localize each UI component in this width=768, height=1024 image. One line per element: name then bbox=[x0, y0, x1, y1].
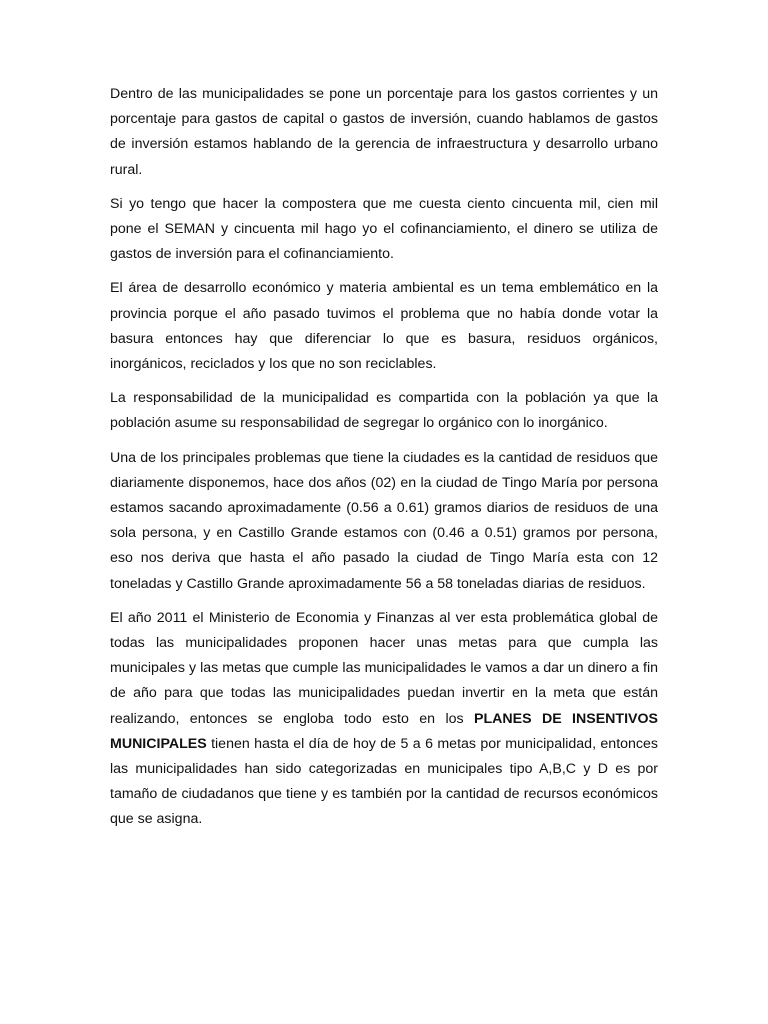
paragraph-6-text-after: tienen hasta el día de hoy de 5 a 6 metas por municipalidad, entonces las municipalidades han sido categorizadas en municipales tipo A,B,C y D es por tamaño de ciudadanos que tiene y es también por la cantidad de recursos económicos que se asigna. bbox=[110, 735, 658, 828]
paragraph-5: Una de los principales problemas que tiene la ciudades es la cantidad de residuos que diariamente disponemos, hace dos años (02) en la ciudad de Tingo María por persona estamos sacando aproximadamente (0.56 a 0.61) gramos diarios de residuos de una sola persona, y en Castillo Grande estamos con (0.46 a 0.51) gramos por persona, eso nos deriva que hasta el año pasado la ciudad de Tingo María esta con 12 toneladas y Castillo Grande aproximadamente 56 a 58 toneladas diarias de residuos. bbox=[110, 449, 658, 592]
paragraph-2: Si yo tengo que hacer la compostera que me cuesta ciento cincuenta mil, cien mil pone el SEMAN y cincuenta mil hago yo el cofinanciamiento, el dinero se utiliza de gastos de inversión para el cofinanciamiento. bbox=[110, 195, 658, 263]
paragraph-4: La responsabilidad de la municipalidad es compartida con la población ya que la población asume su responsabilidad de segregar lo orgánico con lo inorgánico. bbox=[110, 390, 658, 432]
paragraph-1: Dentro de las municipalidades se pone un porcentaje para los gastos corrientes y un porcentaje para gastos de capital o gastos de inversión, cuando hablamos de gastos de inversión estamos hablando de la gerencia de infraestructura y desarrollo urbano rural. bbox=[110, 86, 658, 178]
paragraph-3: El área de desarrollo económico y materia ambiental es un tema emblemático en la provincia porque el año pasado tuvimos el problema que no había donde votar la basura entonces hay que diferenciar lo que es basura, residuos orgánicos, inorgánicos, reciclados y los que no son reciclables. bbox=[110, 280, 658, 373]
document-page bbox=[110, 82, 658, 842]
paragraph-6-text-before: El año 2011 el Ministerio de Economia y Finanzas al ver esta problemática global de todas las municipalidades proponen hacer unas metas para que cumpla las municipales y las metas que cumple las municipalidades le vamos a dar un dinero a fin de año para que todas las municipalidades puedan invertir en la meta que están realizando, entonces se engloba todo esto en los bbox=[110, 609, 658, 727]
paragraph-6 bbox=[110, 606, 658, 833]
paragraph-6-bold-term: PLANES DE INSENTIVOS MUNICIPALES bbox=[110, 710, 658, 752]
